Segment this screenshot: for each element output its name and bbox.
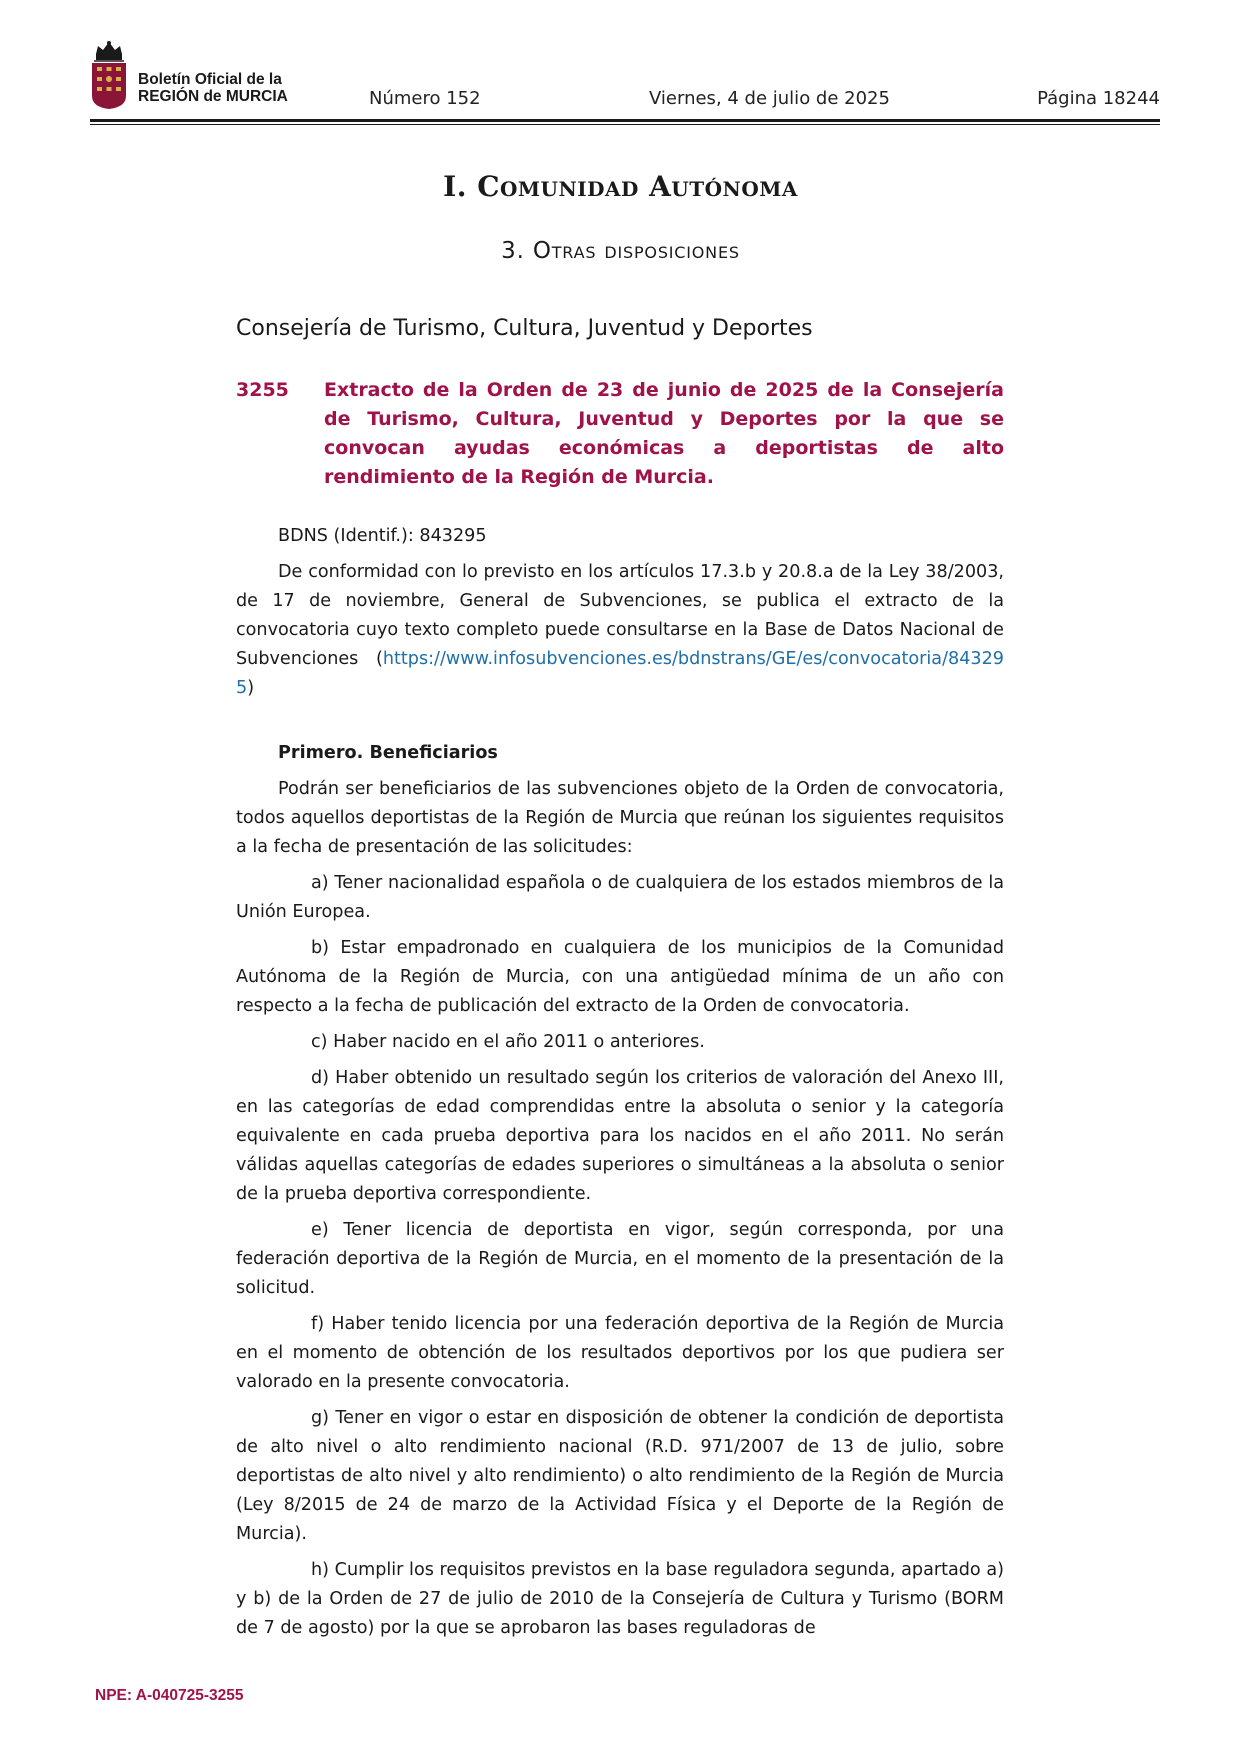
issue-date: Viernes, 4 de julio de 2025 (649, 88, 890, 109)
requirement-item: g) Tener en vigor o estar en disposición de obtener la condición de deportista de alto nivel o alto rendimiento nacional (R.D. 971/2007 de 13 de julio, sobre deportistas de alto nivel y alto rendimiento) o alto rendimiento de la Región de Murcia (Ley 8/2015 de 24 de marzo de la Actividad Física y el Deporte de la Región de Murcia). (236, 1408, 1004, 1544)
intro-text: De conformidad con lo previsto en los artículos 17.3.b y 20.8.a de la Ley 38/2003, de 17 de noviembre, General de Subvenciones, se publica el extracto de la convocatoria cuyo texto completo puede consultarse en la Base de Datos Nacional de Subvenciones ( (236, 562, 1004, 669)
bdns-link[interactable]: https://www.infosubvenciones.es/bdnstrans/GE/es/convocatoria/843295 (236, 649, 1004, 698)
requirement-item: c) Haber nacido en el año 2011 o anteriores. (311, 1032, 705, 1052)
page-header (90, 40, 1160, 120)
intro-block (236, 522, 1004, 703)
intro-paragraph (236, 558, 1004, 703)
bdns-identifier: BDNS (Identif.): 843295 (278, 526, 487, 546)
page-number: Página 18244 (1037, 88, 1160, 109)
requirement-item: f) Haber tenido licencia por una federación deportiva de la Región de Murcia en el momento de obtención de los resultados deportivos por los que pudiera ser valorado en la presente convocatoria. (236, 1314, 1004, 1392)
beneficiarios-intro: Podrán ser beneficiarios de las subvenciones objeto de la Orden de convocatoria, todos aquellos deportistas de la Región de Murcia que reúnan los siguientes requisitos a la fecha de presentación de las solicitudes: (236, 779, 1004, 857)
intro-text-end: ) (247, 678, 255, 698)
section-title: I. Comunidad Autónoma (443, 170, 798, 203)
header-divider-thin (90, 124, 1160, 125)
region-coat-of-arms-icon (90, 40, 128, 110)
publication-name-line2: REGIÓN de MURCIA (138, 88, 288, 105)
subsection-title: 3. Otras disposiciones (501, 238, 740, 264)
requirement-item: h) Cumplir los requisitos previstos en la base reguladora segunda, apartado a) y b) de la Orden de 27 de julio de 2010 de la Consejería de Cultura y Turismo (BORM de 7 de agosto) por la que se aprobaron las bases reguladoras de (236, 1560, 1004, 1638)
requirement-item: d) Haber obtenido un resultado según los criterios de valoración del Anexo III, en las categorías de edad comprendidas entre la absoluta o senior y la categoría equivalente en cada prueba deportiva para los nacidos en el año 2011. No serán válidas aquellas categorías de edades superiores o simultáneas a la absoluta o senior de la prueba deportiva correspondiente. (236, 1068, 1004, 1204)
beneficiarios-block (236, 739, 1004, 1643)
announcement-title: Extracto de la Orden de 23 de junio de 2025 de la Consejería de Turismo, Cultura, Juventud y Deportes por la que se convocan ayudas económicas a deportistas de alto rendimiento de la Región de Murcia. (324, 379, 1004, 488)
publication-name-line1: Boletín Oficial de la (138, 71, 282, 88)
heading-primero: Primero. Beneficiarios (278, 743, 498, 763)
requirement-item: a) Tener nacionalidad española o de cualquiera de los estados miembros de la Unión Europea. (236, 873, 1004, 922)
requirement-item: e) Tener licencia de deportista en vigor, según corresponda, por una federación deportiva de la Región de Murcia, en el momento de la presentación de la solicitud. (236, 1220, 1004, 1298)
publication-name (138, 71, 288, 105)
requirement-item: b) Estar empadronado en cualquiera de los municipios de la Comunidad Autónoma de la Región de Murcia, con una antigüedad mínima de un año con respecto a la fecha de publicación del extracto de la Orden de convocatoria. (236, 938, 1004, 1016)
npe-code: NPE: A-040725-3255 (95, 1687, 244, 1704)
issue-number: Número 152 (369, 88, 481, 109)
department-name: Consejería de Turismo, Cultura, Juventud y Deportes (236, 316, 813, 341)
announcement-number: 3255 (236, 379, 289, 401)
header-divider-thick (90, 119, 1160, 122)
